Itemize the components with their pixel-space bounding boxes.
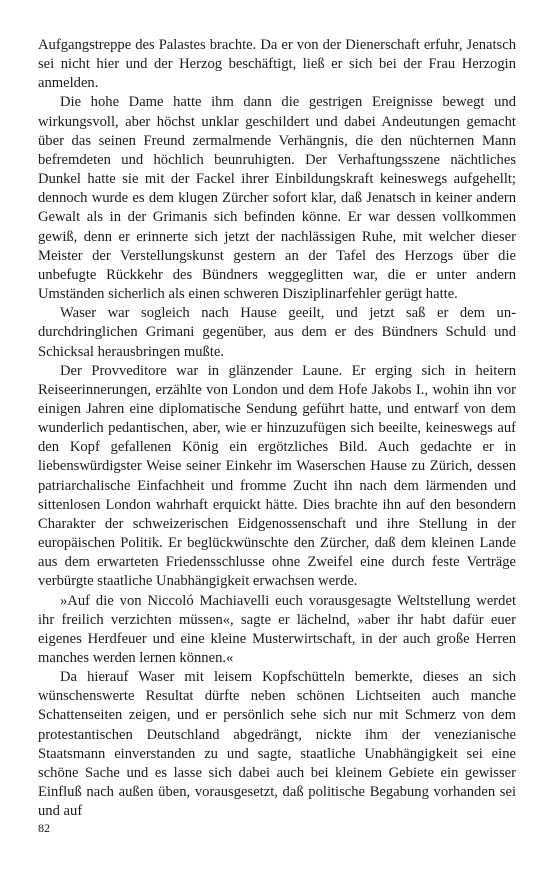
paragraph-3: Waser war sogleich nach Hause geeilt, und jetzt saß er dem undurchdringlichen Grimani gegenüber, aus dem er des Bündners Schuld und Schicksal herausbringen mußte. [38,305,516,360]
paragraph-2: Die hohe Dame hatte ihm dann die gestrigen Ereignisse bewegt und wirkungsvoll, aber höchst unklar geschildert und dabei Andeutungen gemacht über das seinen Freund zermalmende Verhängnis, die den nüchternen Mann befremdeten und höchlich beunruhigten. Der Verhaftungsszene nächtliches Dunkel hatte sie mit der Fackel ihrer Einbildungskraft keineswegs aufgehellt; dennoch wurde es dem klugen Zürcher sofort klar, daß Jenatsch in keiner andern Gewalt als in der Grimanis sich befinden könne. Er war dessen vollkommen gewiß, denn er erinnerte sich jetzt der nachlässigen Ruhe, mit welcher dieser Meister der Verstellungskunst gestern an der Tafel des Herzogs über die unbefugte Rückkehr des Bündners weggeglitten war, die er unter andern Umständen sicherlich als einen schweren Disziplinarfehler gerügt hatte. [38,94,516,303]
paragraph-4: Der Provveditore war in glänzender Laune. Er erging sich in heitern Reiseerinnerungen, erzählte von London und dem Hofe Jakobs I., wohin ihn vor einigen Jahren eine diplomatische Sendung geführt hatte, und entwarf von dem wunderlich pedantischen, aber, wie er hinzuzufügen sich beeilte, keineswegs auf den Kopf gefallenen König ein ergötzliches Bild. Auch gedachte er in liebenswürdigster Weise seiner Einkehr im Waserschen Hause zu Zürich, dessen patriarchalische Einfachheit und fromme Zucht ihn nach dem lärmenden und sittenlosen London wahrhaft erquickt hätte. Dies brachte ihn auf den besondern Charakter der schweizerischen Eidgenossenschaft und ihre Stellung in der europäischen Politik. Er beglückwünschte den Zürcher, daß dem kleinen Lande aus dem erwarteten Friedensschlusse ohne Zweifel eine durch feste Verträge verbürgte staatliche Unabhängigkeit erwachsen werde. [38,362,516,590]
page-number: 82 [38,821,50,835]
paragraph-6: Da hierauf Waser mit leisem Kopfschütteln bemerkte, dieses an sich wünschenswerte Resultat dürfte neben schönen Lichtseiten auch manche Schattenseiten zeigen, und er persönlich sehe sich nur mit Schmerz von dem protestantischen Deutschland abgedrängt, nickte ihm der venezianische Staatsmann einverstanden zu und sagte, staatliche Unabhängigkeit sei eine schöne Sache und es lasse sich dabei auch bei kleinem Gebiete ein gewisser Einfluß nach außen üben, vorausgesetzt, daß politische Begabung vorhanden sei und auf [38,669,516,820]
paragraph-1: Aufgangstreppe des Palastes brachte. Da er von der Dienerschaft erfuhr, Jenatsch sei nicht hier und der Herzog beschäftigt, ließ er sich bei der Frau Herzogin anmelden. [38,37,516,92]
paragraph-5: »Auf die von Niccoló Machiavelli euch vorausgesagte Weltstellung werdet ihr freilich verzichten müssen«, sagte er lächelnd, »aber ihr habt dafür euer eigenes Herdfeuer und eine kleine Musterwirtschaft, in der auch große Herren manches werden lernen können.« [38,592,516,666]
page-body [38,36,516,821]
